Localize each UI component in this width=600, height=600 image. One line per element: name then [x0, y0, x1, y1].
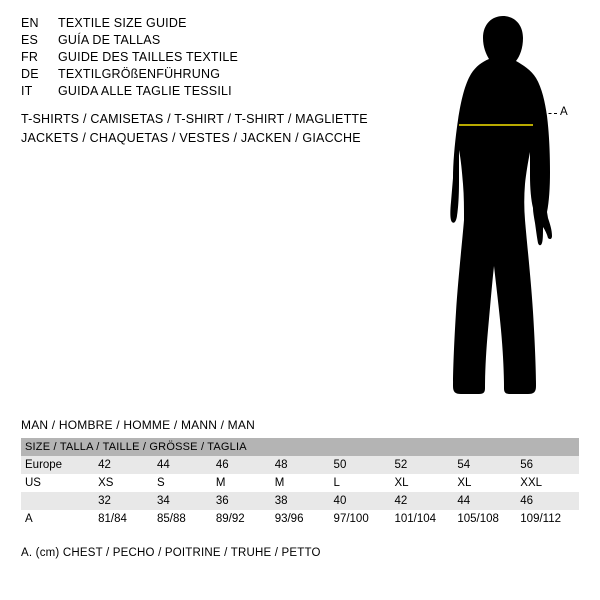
cell-europe-6: 54	[453, 456, 516, 474]
language-row-en	[21, 16, 361, 33]
cell-us-2: M	[212, 474, 271, 492]
language-header-block	[21, 16, 361, 101]
footnote-chest-measure: A. (cm) CHEST / PECHO / POITRINE / TRUHE / PETTO	[21, 547, 321, 559]
cell-europe-7: 56	[516, 456, 579, 474]
language-code-en: EN	[21, 16, 39, 30]
table-row	[21, 456, 579, 474]
table-row	[21, 510, 579, 528]
cell-us-5: XL	[390, 474, 453, 492]
table-header-label: SIZE / TALLA / TAILLE / GRÖSSE / TAGLIA	[21, 438, 579, 456]
cell-numeric-1: 34	[153, 492, 212, 510]
product-line-jackets: JACKETS / CHAQUETAS / VESTES / JACKEN / GIACCHE	[21, 131, 361, 145]
language-row-it	[21, 84, 361, 101]
table-header-row	[21, 438, 579, 456]
language-row-es	[21, 33, 361, 50]
cell-us-1: S	[153, 474, 212, 492]
size-table	[21, 438, 579, 528]
cell-numeric-0: 32	[94, 492, 153, 510]
cell-numeric-4: 40	[330, 492, 391, 510]
cell-a-6: 105/108	[453, 510, 516, 528]
measure-label-a: A	[560, 106, 568, 118]
chest-measure-line	[459, 124, 533, 126]
cell-us-3: M	[271, 474, 330, 492]
table-row	[21, 492, 579, 510]
cell-numeric-2: 36	[212, 492, 271, 510]
product-line-tshirts: T-SHIRTS / CAMISETAS / T-SHIRT / T-SHIRT / MAGLIETTE	[21, 112, 368, 126]
cell-europe-4: 50	[330, 456, 391, 474]
language-row-fr	[21, 50, 361, 67]
cell-numeric-5: 42	[390, 492, 453, 510]
cell-numeric-7: 46	[516, 492, 579, 510]
language-code-it: IT	[21, 84, 33, 98]
row-label-a: A	[21, 510, 94, 528]
language-text-it: GUIDA ALLE TAGLIE TESSILI	[58, 84, 232, 98]
cell-numeric-3: 38	[271, 492, 330, 510]
cell-europe-5: 52	[390, 456, 453, 474]
cell-europe-2: 46	[212, 456, 271, 474]
language-text-de: TEXTILGRÖßENFÜHRUNG	[58, 67, 221, 81]
language-row-de	[21, 67, 361, 84]
cell-us-7: XXL	[516, 474, 579, 492]
row-label-numeric	[21, 492, 94, 510]
cell-a-0: 81/84	[94, 510, 153, 528]
language-code-es: ES	[21, 33, 39, 47]
cell-a-1: 85/88	[153, 510, 212, 528]
row-label-us: US	[21, 474, 94, 492]
silhouette-icon	[400, 12, 600, 402]
product-type-lines	[21, 110, 421, 148]
cell-europe-0: 42	[94, 456, 153, 474]
language-code-fr: FR	[21, 50, 39, 64]
language-code-de: DE	[21, 67, 39, 81]
language-text-fr: GUIDE DES TAILLES TEXTILE	[58, 50, 239, 64]
cell-numeric-6: 44	[453, 492, 516, 510]
row-label-europe: Europe	[21, 456, 94, 474]
cell-a-3: 93/96	[271, 510, 330, 528]
size-table-section	[21, 418, 579, 528]
table-row	[21, 474, 579, 492]
male-silhouette-figure	[400, 12, 600, 402]
measure-leader-line	[543, 113, 557, 115]
cell-a-2: 89/92	[212, 510, 271, 528]
cell-us-6: XL	[453, 474, 516, 492]
language-text-en: TEXTILE SIZE GUIDE	[58, 16, 187, 30]
language-text-es: GUÍA DE TALLAS	[58, 33, 161, 47]
table-section-title: MAN / HOMBRE / HOMME / MANN / MAN	[21, 418, 255, 432]
cell-europe-3: 48	[271, 456, 330, 474]
cell-europe-1: 44	[153, 456, 212, 474]
cell-a-4: 97/100	[330, 510, 391, 528]
cell-a-5: 101/104	[390, 510, 453, 528]
cell-a-7: 109/112	[516, 510, 579, 528]
cell-us-4: L	[330, 474, 391, 492]
cell-us-0: XS	[94, 474, 153, 492]
